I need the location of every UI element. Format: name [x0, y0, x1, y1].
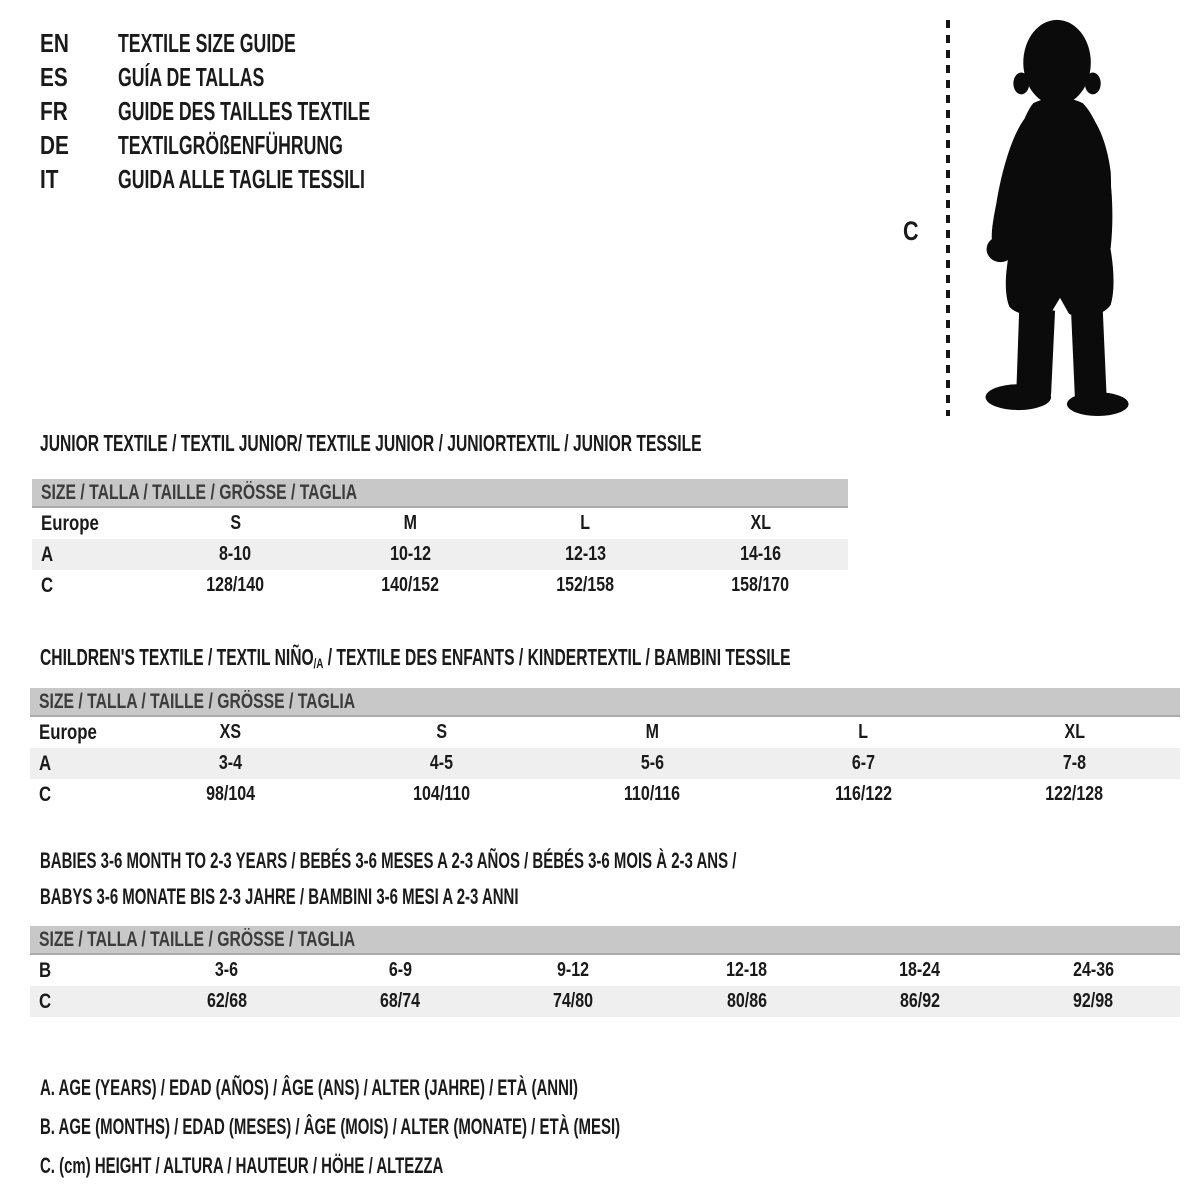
- children-section-heading: CHILDREN'S TEXTILE / TEXTIL NIÑO/A / TEXTILE DES ENFANTS / KINDERTEXTIL / BAMBINI TESSILE: [40, 644, 791, 672]
- table-row: [30, 986, 1180, 1017]
- cell: 12-13: [565, 543, 606, 565]
- language-title: TEXTILGRÖßENFÜHRUNG: [118, 129, 343, 160]
- cell: 3-6: [215, 959, 239, 981]
- cell: XL: [1064, 721, 1085, 743]
- size-header-bar: SIZE / TALLA / TAILLE / GRÖSSE / TAGLIA: [32, 479, 848, 508]
- cell: 12-18: [726, 959, 768, 981]
- babies-heading-line2: BABYS 3-6 MONATE BIS 2-3 JAHRE / BAMBINI 3-6 MESI A 2-3 ANNI: [40, 884, 519, 909]
- cell: 98/104: [206, 783, 255, 805]
- legend-line-b: B. AGE (MONTHS) / EDAD (MESES) / ÂGE (MOIS) / ALTER (MONATE) / ETÀ (MESI): [40, 1114, 621, 1139]
- cell: 9-12: [557, 959, 590, 981]
- row-label: C: [41, 573, 54, 597]
- cell: 5-6: [640, 752, 665, 774]
- cell: 7-8: [1062, 752, 1087, 774]
- language-title: GUIDE DES TAILLES TEXTILE: [118, 95, 371, 126]
- legend: [40, 1068, 893, 1185]
- cell: 92/98: [1073, 990, 1114, 1012]
- cell: L: [580, 512, 591, 534]
- row-label: B: [39, 958, 52, 982]
- language-list: [40, 26, 489, 196]
- height-measure-label: C: [903, 216, 919, 246]
- cell: 86/92: [899, 990, 941, 1012]
- cell: 74/80: [553, 990, 594, 1012]
- cell: 24-36: [1072, 959, 1114, 981]
- dashed-height-line-icon: [946, 20, 950, 416]
- language-title: GUÍA DE TALLAS: [118, 61, 265, 92]
- cell: 4-5: [429, 752, 454, 774]
- junior-section-heading: JUNIOR TEXTILE / TEXTIL JUNIOR/ TEXTILE JUNIOR / JUNIORTEXTIL / JUNIOR TESSILE: [40, 430, 702, 456]
- row-label: Europe: [41, 511, 99, 535]
- cell: 62/68: [206, 990, 247, 1012]
- row-label: Europe: [39, 720, 97, 744]
- cell: M: [645, 721, 660, 743]
- cell: 80/86: [726, 990, 767, 1012]
- table-row: [30, 955, 1180, 986]
- babies-size-table: [30, 926, 1180, 1017]
- cell: M: [403, 512, 418, 534]
- language-row-en: [40, 26, 489, 60]
- heading-subscript: /A: [313, 655, 324, 672]
- language-code: ES: [40, 61, 68, 92]
- language-row-es: [40, 60, 489, 94]
- cell: 140/152: [381, 574, 440, 596]
- language-code: FR: [40, 95, 68, 126]
- babies-section-heading: [40, 843, 1064, 915]
- language-code: DE: [40, 129, 69, 160]
- row-label: C: [39, 989, 52, 1013]
- language-code: EN: [40, 27, 69, 58]
- cell: 116/122: [835, 783, 892, 805]
- cell: 18-24: [899, 959, 941, 981]
- table-row: [32, 508, 848, 539]
- language-title: TEXTILE SIZE GUIDE: [118, 27, 296, 58]
- cell: 128/140: [206, 574, 265, 596]
- cell: XL: [750, 512, 771, 534]
- cell: XS: [219, 721, 242, 743]
- row-label: A: [41, 542, 54, 566]
- cell: 68/74: [379, 990, 421, 1012]
- cell: 14-16: [740, 543, 781, 565]
- table-row: [30, 779, 1180, 810]
- cell: L: [858, 721, 869, 743]
- baby-silhouette-icon: [963, 8, 1163, 420]
- cell: 6-7: [851, 752, 876, 774]
- cell: 10-12: [390, 543, 431, 565]
- cell: 104/110: [413, 783, 470, 805]
- junior-size-table: [32, 479, 848, 601]
- language-row-de: [40, 128, 489, 162]
- cell: 3-4: [218, 752, 243, 774]
- cell: 158/170: [731, 574, 790, 596]
- cell: 6-9: [388, 959, 412, 981]
- language-title: GUIDA ALLE TAGLIE TESSILI: [118, 163, 365, 194]
- legend-line-a: A. AGE (YEARS) / EDAD (AÑOS) / ÂGE (ANS) / ALTER (JAHRE) / ETÀ (ANNI): [40, 1075, 579, 1100]
- table-row: [30, 748, 1180, 779]
- cell: 110/116: [624, 783, 681, 805]
- table-row: [30, 717, 1180, 748]
- babies-heading-line1: BABIES 3-6 MONTH TO 2-3 YEARS / BEBÉS 3-6 MESES A 2-3 AÑOS / BÉBÉS 3-6 MOIS À 2-3 ANS /: [40, 848, 737, 873]
- cell: 152/158: [556, 574, 615, 596]
- language-row-it: [40, 162, 489, 196]
- language-code: IT: [40, 163, 59, 194]
- cell: S: [230, 512, 241, 534]
- table-row: [32, 570, 848, 601]
- cell: 122/128: [1045, 783, 1104, 805]
- size-header-bar: SIZE / TALLA / TAILLE / GRÖSSE / TAGLIA: [30, 926, 1180, 955]
- legend-line-c: C. (cm) HEIGHT / ALTURA / HAUTEUR / HÖHE / ALTEZZA: [40, 1153, 444, 1178]
- row-label: A: [39, 751, 52, 775]
- cell: S: [436, 721, 447, 743]
- size-header-bar: SIZE / TALLA / TAILLE / GRÖSSE / TAGLIA: [30, 688, 1180, 717]
- row-label: C: [39, 782, 52, 806]
- language-row-fr: [40, 94, 489, 128]
- cell: 8-10: [219, 543, 252, 565]
- table-row: [32, 539, 848, 570]
- children-size-table: [30, 688, 1180, 810]
